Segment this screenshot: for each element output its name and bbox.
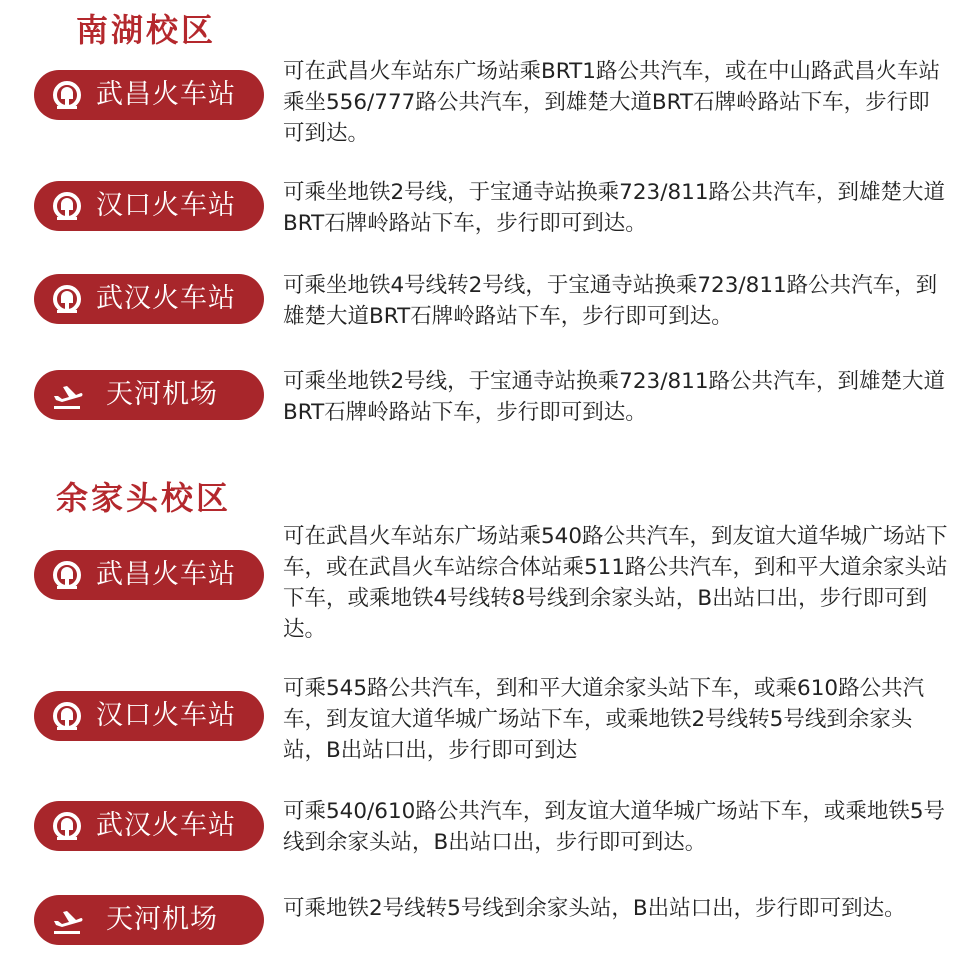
- station-label: 武昌火车站: [96, 559, 236, 590]
- airplane-icon: [50, 903, 84, 937]
- station-pill-wuchang[interactable]: [34, 70, 264, 120]
- airplane-icon: [50, 378, 84, 412]
- route-description: 可在武昌火车站东广场站乘540路公共汽车，到友谊大道华城广场站下车，或在武昌火车站综合体站乘511路公共汽车，到和平大道余家头站下车，或乘地铁4号线转8号线到余家头站，B出站口出，步行即可到达。: [283, 524, 948, 642]
- station-label: 武昌火车站: [96, 79, 236, 110]
- railway-icon: [50, 78, 84, 112]
- station-pill-hankou[interactable]: [34, 691, 264, 741]
- station-label: 天河机场: [106, 379, 218, 410]
- station-label: 天河机场: [106, 904, 218, 935]
- station-label: 汉口火车站: [96, 700, 236, 731]
- railway-icon: [50, 189, 84, 223]
- station-pill-wuhan[interactable]: [34, 274, 264, 324]
- station-pill-tianhe[interactable]: [34, 895, 264, 945]
- railway-icon: [50, 282, 84, 316]
- station-pill-wuhan[interactable]: [34, 801, 264, 851]
- station-pill-tianhe[interactable]: [34, 370, 264, 420]
- railway-icon: [50, 699, 84, 733]
- station-pill-hankou[interactable]: [34, 181, 264, 231]
- station-label: 武汉火车站: [96, 283, 236, 314]
- campus-title-yujiatou: 余家头校区: [56, 479, 232, 517]
- route-description: 可乘坐地铁2号线，于宝通寺站换乘723/811路公共汽车，到雄楚大道BRT石牌岭路站下车，步行即可到达。: [283, 369, 945, 425]
- campus-title-nanhu: 南湖校区: [76, 11, 217, 49]
- route-description: 可乘地铁2号线转5号线到余家头站，B出站口出，步行即可到达。: [283, 896, 906, 921]
- route-description: 可乘坐地铁4号线转2号线，于宝通寺站换乘723/811路公共汽车，到雄楚大道BRT石牌岭路站下车，步行即可到达。: [283, 273, 938, 329]
- railway-icon: [50, 809, 84, 843]
- station-label: 武汉火车站: [96, 810, 236, 841]
- station-label: 汉口火车站: [96, 190, 236, 221]
- route-description: 可乘坐地铁2号线，于宝通寺站换乘723/811路公共汽车，到雄楚大道BRT石牌岭路站下车，步行即可到达。: [283, 180, 945, 236]
- route-description: 可乘545路公共汽车，到和平大道余家头站下车，或乘610路公共汽车，到友谊大道华城广场站下车，或乘地铁2号线转5号线到余家头站，B出站口出，步行即可到达: [283, 676, 925, 763]
- route-description: 可在武昌火车站东广场站乘BRT1路公共汽车，或在中山路武昌火车站乘坐556/777路公共汽车，到雄楚大道BRT石牌岭路站下车，步行即可到达。: [283, 59, 940, 146]
- railway-icon: [50, 558, 84, 592]
- station-pill-wuchang[interactable]: [34, 550, 264, 600]
- route-description: 可乘540/610路公共汽车，到友谊大道华城广场站下车，或乘地铁5号线到余家头站，B出站口出，步行即可到达。: [283, 799, 945, 855]
